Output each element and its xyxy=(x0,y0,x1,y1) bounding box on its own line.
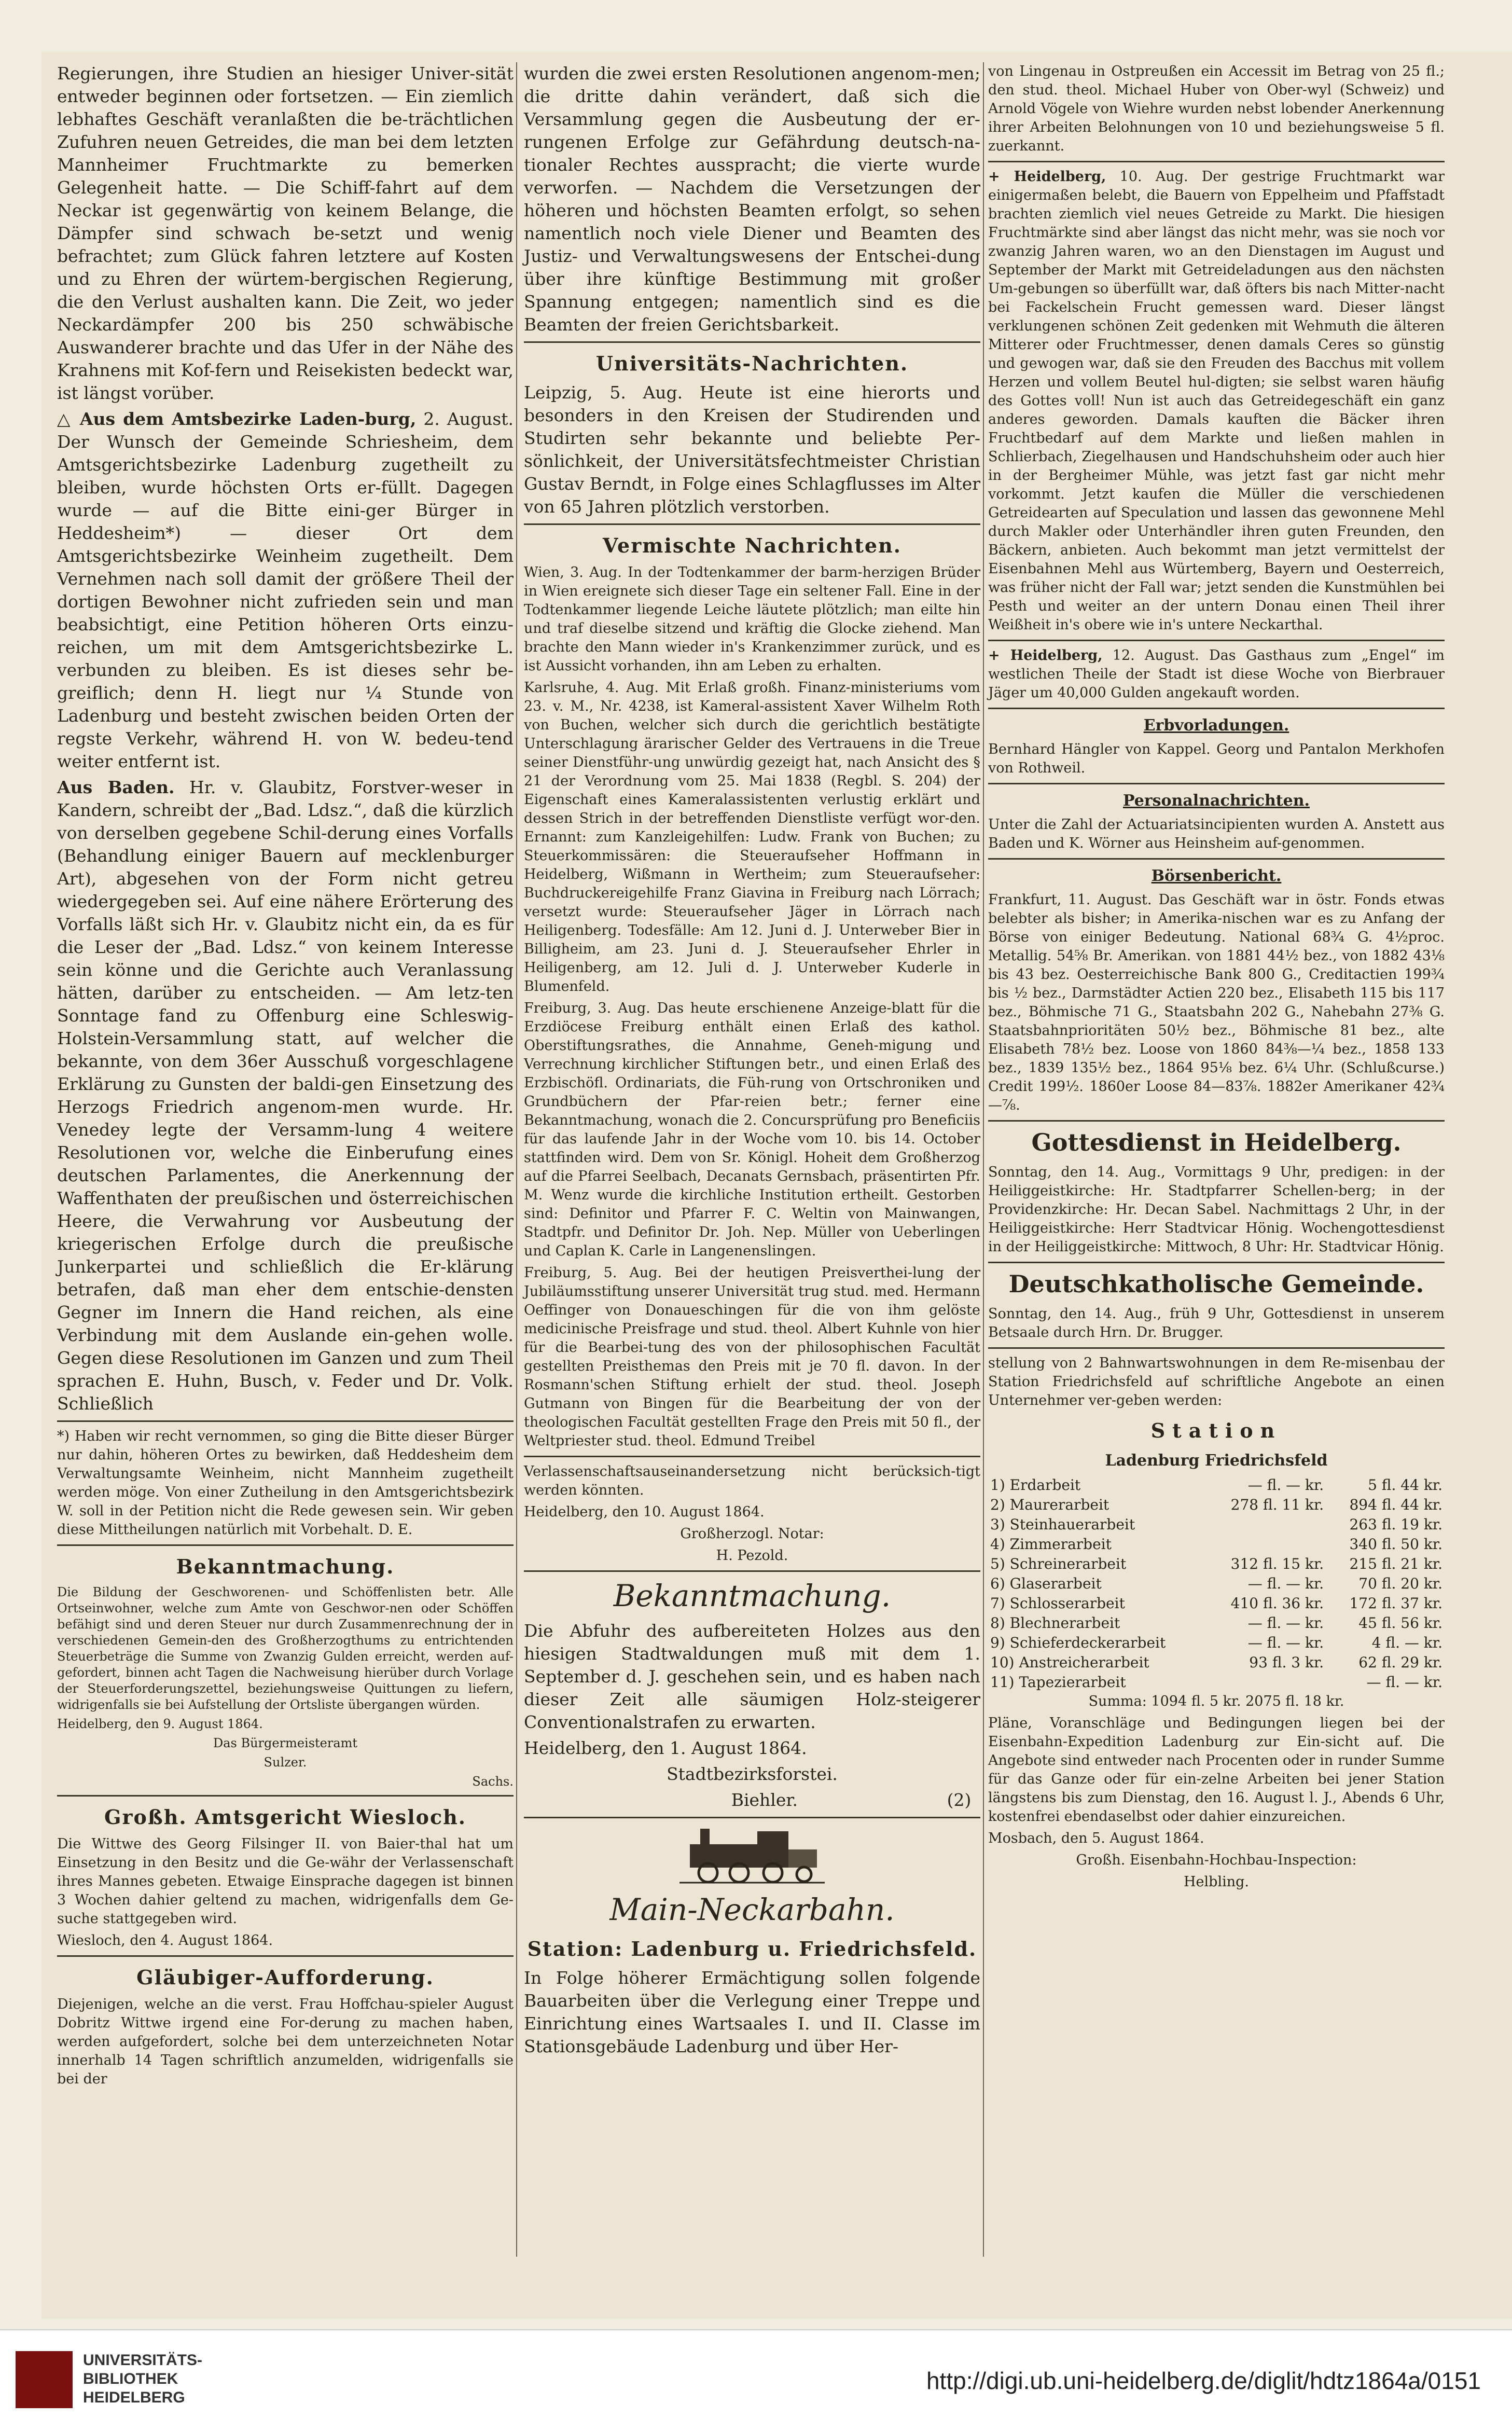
notice-title: Großh. Amtsgericht Wiesloch. xyxy=(104,1805,466,1829)
article-text: Freiburg, 5. Aug. Bei der heutigen Preisverthei-lung der Jubiläumsstiftung unserer Universität trug stud. med. Hermann Oeffinger von Donaueschingen für die von ihm gelöste medicinische Preisfrage und stud. theol. Albert Kuhnle von hier für die Bearbei-tung des von der philosophischen Facultät gestellten Preisthemas den Preis mit je 70 fl. davon. In der Rosmann'schen Stiftung erhielt der stud. theol. Joseph Gutmann von Bingen für die Bearbeitung der von der theologischen Facultät gestellten Frage den Preis mit 50 fl., der Weltpriester stud. theol. Edmund Treibel xyxy=(524,1265,980,1449)
table-row xyxy=(988,1554,1445,1574)
notice-text: Diejenigen, welche an die verst. Frau Hoffchau-spieler August Dobritz Wittwe irgend eine For-derung zu machen haben, werden aufgefordert, solche bei dem unterzeichneten Notar innerhalb 14 Tagen schriftlich anzumelden, widrigenfalls sie bei der xyxy=(57,1996,514,2087)
section-heading: Erbvorladungen. xyxy=(1143,716,1289,735)
notice-date: Heidelberg, den 10. August 1864. xyxy=(524,1504,765,1520)
notice-date: Heidelberg, den 9. August 1864. xyxy=(57,1717,263,1731)
notice-date: Wiesloch, den 4. August 1864. xyxy=(57,1932,273,1949)
table-cell: 4 fl. — kr. xyxy=(1371,1634,1442,1651)
notice-signature: Großherzogl. Notar: xyxy=(680,1526,824,1542)
table-cell: 45 fl. 56 kr. xyxy=(1358,1614,1442,1632)
article-text: von Lingenau in Ostpreußen ein Accessit im Betrag von 25 fl.; den stud. theol. Michael Huber von Ober-wyl (Schweiz) und Arnold Vögele von Wiehre wurden nebst lobender Anerkennung ihrer Arbeiten Belohnungen von 10 und beziehungsweise 5 fl. zuerkannt. xyxy=(988,63,1445,154)
table-row xyxy=(988,1475,1445,1495)
footnote: *) Haben wir recht vernommen, so ging die Bitte dieser Bürger nur dahin, höheren Ortes zu bewirken, daß Heddesheim dem Verwaltungsamte Weinheim, nicht Mannheim zugetheilt werden möge. Von einer Zutheilung in den Amtsgerichtsbezirk W. soll in der Petition nicht die Rede gewesen sein. Wir geben diese Mittheilungen natürlich mit Vorbehalt. D. E. xyxy=(57,1428,514,1538)
section-heading: Personalnachrichten. xyxy=(1123,792,1310,810)
notice-text: Die Abfuhr des aufbereiteten Holzes aus den hiesigen Stadtwaldungen muß mit dem 1. September d. J. geschehen sein, und es haben nach dieser Zeit alle säumigen Holz-steigerer Conventionalstrafen zu erwarten. xyxy=(524,1621,980,1732)
article-text: Sonntag, den 14. Aug., früh 9 Uhr, Gottesdienst in unserem Betsaale durch Hrn. Dr. Brugger. xyxy=(988,1306,1445,1341)
table-row xyxy=(988,1515,1445,1535)
table-cell: 8) Blechnerarbeit xyxy=(990,1614,1120,1632)
notice-signature: Biehler. (2) xyxy=(731,1790,972,1810)
library-logo-icon xyxy=(16,2351,73,2408)
footer-bar xyxy=(0,2329,1512,2431)
notice-text: Die Wittwe des Georg Filsinger II. von Baier-thal hat um Einsetzung in den Besitz und die Ge-währ der Verlassenschaft ihres Mannes gebeten. Etwaige Einsprache dagegen ist binnen 3 Wochen dahier geltend zu machen, widrigenfalls dem Ge-suche stattgegeben wird. xyxy=(57,1836,514,1927)
notice-title: Bekanntmachung. xyxy=(613,1578,891,1613)
table-cell: — fl. — kr. xyxy=(1366,1674,1442,1691)
table-cell: 312 fl. 15 kr. xyxy=(1230,1555,1324,1572)
table-cell: 70 fl. 20 kr. xyxy=(1358,1575,1442,1592)
article-text: Wien, 3. Aug. In der Todtenkammer der barm-herzigen Brüder in Wien ereignete sich dieser Tage ein seltener Fall. Eine in der Todtenkammer liegende Leiche läutete plötzlich; man eilte hin und traf dieselbe sitzend und kräftig die Glocke ziehend. Man brachte den Mann wieder in's Krankenzimmer zurück, und es ist Aussicht vorhanden, ihn am Leben zu erhalten. xyxy=(524,564,980,674)
notice-text: Die Bildung der Geschworenen- und Schöffenlisten betr. Alle Ortseinwohner, welche zum Amte von Geschwor-nen oder Schöffen befähigt sind und deren Steuer nur durch Zusammenrechnung der in verschiedenen Gemein-den des Großherzogthums zu entrichtenden Steuerbeträge die Summe von Zwanzig Gulden erreicht, werden auf-gefordert, binnen acht Tagen die Nachweisung hierüber durch Vorlage der Steuerforderungszettel, beziehungsweise Quittungen zu liefern, widrigenfalls sie bei Aufstellung der Ortsliste übergangen würden. xyxy=(57,1585,514,1712)
table-row xyxy=(988,1673,1445,1692)
table-cell: 11) Tapezierarbeit xyxy=(990,1674,1126,1691)
article-text: Leipzig, 5. Aug. Heute ist eine hierorts und besonders in den Kreisen der Studirenden und Studirten sehr bekannte und beliebte Per-sönlichkeit, der Universitätsfechtmeister Christian Gustav Berndt, in Folge eines Schlagflusses im Alter von 65 Jahren plötzlich verstorben. xyxy=(524,382,980,517)
table-cell: — fl. — kr. xyxy=(1247,1634,1324,1651)
table-cell: — fl. — kr. xyxy=(1247,1614,1324,1632)
table-cell: 4) Zimmerarbeit xyxy=(990,1536,1112,1553)
table-cell: 894 fl. 44 kr. xyxy=(1349,1496,1442,1513)
notice-signature: Großh. Eisenbahn-Hochbau-Inspection: xyxy=(1076,1852,1357,1868)
table-cell: 7) Schlosserarbeit xyxy=(990,1595,1125,1612)
table-cell: — fl. — kr. xyxy=(1247,1575,1324,1592)
column-3 xyxy=(988,62,1445,1895)
table-cell: 62 fl. 29 kr. xyxy=(1358,1654,1442,1671)
notice-date: Heidelberg, den 1. August 1864. xyxy=(524,1738,807,1758)
table-row xyxy=(988,1633,1445,1653)
notice-title: Gläubiger-Aufforderung. xyxy=(136,1966,434,1989)
cost-table xyxy=(988,1475,1445,1692)
article-text: + Heidelberg, 12. August. Das Gasthaus zum „Engel“ im westlichen Theile der Stadt ist diese Woche von Bierbrauer Jäger um 40,000 Gulden angekauft worden. xyxy=(988,647,1445,701)
notice-date: Mosbach, den 5. August 1864. xyxy=(988,1830,1204,1846)
table-cell: 172 fl. 37 kr. xyxy=(1349,1595,1442,1612)
table-row xyxy=(988,1653,1445,1673)
locomotive-illustration xyxy=(679,1824,825,1886)
article-text: wurden die zwei ersten Resolutionen angenom-men; die dritte dahin verändert, daß sich die Versammlung gegen die Ausbeutung der er-rungenen Erfolge zur Gefährdung deutsch-na-tionaler Rechtes ausspracht; die vierte wurde verworfen. — Nachdem die Versetzungen der höheren und höchsten Beamten erfolgt, so sehen namentlich noch viele Diener und Beamten des Justiz- und Verwaltungswesens der Entschei-dung über ihre künftige Bestimmung mit großer Spannung entgegen; namentlich sind es die Beamten der freien Gerichtsbarkeit. xyxy=(524,63,980,335)
article-text: △ Aus dem Amtsbezirke Laden-burg, 2. August. Der Wunsch der Gemeinde Schriesheim, dem Amtsgerichtsbezirke Ladenburg zugetheilt zu bleiben, wurde höchsten Orts er-füllt. Dagegen wurde — auf die Bitte eini-ger Bürger in Heddesheim*) — dieser Ort dem Amtsgerichtsbezirke Weinheim zugetheilt. Dem Vernehmen nach soll damit der größere Theil der dortigen Bewohner nicht zufrieden sein und man beabsichtigt, eine Petition höheren Orts einzu-reichen, um mit dem Amtsgerichtsbezirke L. verbunden zu bleiben. Es ist dieses sehr be-greiflich; denn H. liegt nur ¼ Stunde von Ladenburg und besteht zwischen beiden Orten der regste Verkehr, während H. von W. bedeu-tend weiter entfernt ist. xyxy=(57,409,514,771)
table-cell: 2) Maurerarbeit xyxy=(990,1496,1109,1513)
table-cell: 263 fl. 19 kr. xyxy=(1349,1516,1442,1533)
article-text: Unter die Zahl der Actuariatsincipienten wurden A. Anstett aus Baden und K. Wörner aus Heinsheim auf-genommen. xyxy=(988,817,1445,851)
section-heading: Vermischte Nachrichten. xyxy=(603,534,901,557)
table-cell: 6) Glaserarbeit xyxy=(990,1575,1102,1592)
table-cell: 215 fl. 21 kr. xyxy=(1349,1555,1442,1572)
table-cell: 1) Erdarbeit xyxy=(990,1476,1081,1494)
table-cell: — fl. — kr. xyxy=(1247,1476,1324,1494)
table-row xyxy=(988,1613,1445,1633)
table-cell: 9) Schieferdeckerarbeit xyxy=(990,1634,1166,1651)
article-text: Freiburg, 3. Aug. Das heute erschienene Anzeige-blatt für die Erzdiöcese Freiburg enthält einen Erlaß des kathol. Oberstiftungsrathes, die Annahme, Geneh-migung und Verrechnung kirchlicher Stiftungen betr., und einen Erlaß des Erzbischöfl. Ordinariats, die Füh-rung von Ortschroniken und Grundbüchern der Pfar-reien betr.; ferner eine Bekanntmachung, wonach die 2. Concursprüfung pro Beneficiis für das laufende Jahr in der Woche vom 10. bis 14. October stattfinden wird. Dem von Sr. Königl. Hoheit dem Großherzog auf die Pfarrei Seelbach, Decanats Gernsbach, präsentirten Pfr. M. Wenz wurde die kirchliche Institution ertheilt. Gestorben sind: Definitor und Pfarrer F. C. Weltin von Mainwangen, Stadtpfr. und Definitor Dr. Joh. Nep. Müller von Ueberlingen und Caplan K. Carle in Langenenslingen. xyxy=(524,1000,980,1259)
library-name: UNIVERSITÄTS- BIBLIOTHEK HEIDELBERG xyxy=(83,2352,203,2406)
article-text: Karlsruhe, 4. Aug. Mit Erlaß großh. Finanz-ministeriums vom 23. v. M., Nr. 4238, ist Kameral-assistent Xaver Wilhelm Roth von Buchen, welcher sich durch die gerichtlich bestätigte Unterschlagung ärarischer Gelder des Vertrauens in die Treue seiner Dienstführ-ung unwürdig gezeigt hat, nach Ansicht des § 21 der Verordnung vom 25. Mai 1838 (Regbl. S. 204) der Eigenschaft eines Kameralassistenten verlustig erklärt und dessen Strich in der betreffenden Dienstliste verfügt wor-den. Ernannt: zum Kanzleigehilfen: Ludw. Frank von Buchen; zu Steuerkommissären: die Steueraufseher Hoffmann in Heidelberg, Wißmann in Wertheim; zum Steueraufseher: Buchdruckereigehilfe Franz Giavina in Freiburg nach Lörrach; versetzt wurde: Steueraufseher Jäger in Lörrach nach Heiligenberg. Todesfälle: Am 12. Juni d. J. Unterweber Bier in Billigheim, am 23. Juni d. J. Steueraufseher Ehrler in Heiligenberg, am 12. Juli d. J. Unterweber Kuderle in Blumenfeld. xyxy=(524,680,980,995)
notice-text: In Folge höherer Ermächtigung sollen folgende Bauarbeiten über die Verlegung einer Treppe und Einrichtung eines Wartsaales I. und II. Classe im Stationsgebäude Ladenburg und über Her- xyxy=(524,1968,980,2056)
table-subtitle: Ladenburg Friedrichsfeld xyxy=(1105,1452,1328,1470)
article-text: + Heidelberg, 10. Aug. Der gestrige Fruchtmarkt war einigermaßen belebt, die Bauern von Eppelheim und Pfaffstadt brachten ziemlich viel neues Getreide zu Markt. Die hiesigen Fruchtmärkte sind aber längst das nicht mehr, was sie noch vor zwanzig Jahren waren, wo an den Dienstagen im August und September der Markt mit Getreideladungen aus den nächsten Um-gebungen so überfüllt war, daß öfters bis nach Mitter-nacht bei Fackelschein Frucht gemessen ward. Dieser längst verklungenen schönen Zeit gedenken mit Wehmuth die älteren Mitterer oder Fruchtmesser, denen damals Ceres so günstig und gewogen war, daß sie den Freuden des Bacchus mit vollem Herzen und vollem Beutel hul-digten; sie selbst waren häufig des Gottes voll! Nun ist auch das Getreidegeschäft ein ganz anderes geworden. Damals kauften die Bäcker ihren Fruchtbedarf auf dem Markte und ließen mahlen in Schlierbach, Ziegelhausen und Handschuhsheim oder auch hier in der Bergheimer Mühle, was jetzt fast gar nicht mehr vorkommt. Jetzt kaufen die Müller die verschiedenen Getreidearten auf Speculation und lassen das gewonnene Mehl durch Makler oder Unterhändler ihren guten Freunden, den Bäckern, anbieten. Auch bekommt man jetzt vermittelst der Eisenbahnen Mehl aus Würtemberg, Bayern und Oesterreich, was früher nicht der Fall war; jetzt senden die Kunstmühlen bei Pesth und weiter an der untern Donau einen Theil ihrer Weißheit in's obere wie in's untere Neckarthal. xyxy=(988,169,1445,633)
table-title: Station xyxy=(1150,1419,1282,1442)
section-heading: Börsenbericht. xyxy=(1151,867,1282,885)
article-text: Bernhard Hängler von Kappel. Georg und Pantalon Merkhofen von Rothweil. xyxy=(988,741,1445,776)
section-heading: Gottesdienst in Heidelberg. xyxy=(1031,1128,1402,1156)
table-cell: 5) Schreinerarbeit xyxy=(990,1555,1127,1572)
table-cell: 278 fl. 11 kr. xyxy=(1230,1496,1324,1513)
table-cell: 410 fl. 36 kr. xyxy=(1230,1595,1324,1612)
table-cell xyxy=(1207,1673,1326,1692)
column-2 xyxy=(524,62,980,2061)
article-text: Sonntag, den 14. Aug., Vormittags 9 Uhr, predigen: in der Heiliggeistkirche: Hr. Stadtpfarrer Schellen-berg; in der Providenzkirche: Hr. Decan Sabel. Nachmittags 2 Uhr, in der Heiliggeistkirche: Herr Stadtvicar Hönig. Wochengottesdienst in der Heiliggeistkirche: Mittwoch, 8 Uhr: Hr. Stadtvicar Hönig. xyxy=(988,1164,1445,1255)
notice-text: Verlassenschaftsauseinandersetzung nicht berücksich-tigt werden könnten. xyxy=(524,1463,980,1498)
notice-signature: Helbling. xyxy=(1184,1874,1249,1890)
notice-text: stellung von 2 Bahnwartswohnungen in dem Re-misenbau der Station Friedrichsfeld auf schriftliche Angebote an einen Unternehmer ver-geben werden: xyxy=(988,1355,1445,1408)
article-text: Regierungen, ihre Studien an hiesiger Univer-sität entweder beginnen oder fortsetzen. — Ein ziemlich lebhaftes Geschäft veranlaßten die be-trächtlichen Zufuhren neuen Getreides, die man bei dem letzten Mannheimer Fruchtmarkte zu bemerken Gelegenheit hatte. — Die Schiff-fahrt auf dem Neckar ist gegenwärtig von keinem Belange, die Dämpfer sind schwach be-setzt und wenig befrachtet; zum Glück fahren letztere auf Kosten und zu Ehren der würtem-bergischen Regierung, die den Verlust aushalten kann. Die Zeit, wo jeder Neckardämpfer 200 bis 250 schwäbische Auswanderer brachte und das Ufer in der Nähe des Krahnens mit Kof-fern und Reisekisten bedeckt war, ist längst vorüber. xyxy=(57,63,514,403)
table-row xyxy=(988,1535,1445,1554)
notice-signature: H. Pezold. xyxy=(716,1548,788,1564)
table-cell xyxy=(1207,1535,1326,1554)
column-divider xyxy=(983,62,984,2257)
table-cell: 340 fl. 50 kr. xyxy=(1349,1536,1442,1553)
notice-text: Pläne, Voranschläge und Bedingungen liegen bei der Eisenbahn-Expedition Ladenburg zur Ein-sicht auf. Die Angebote sind entweder nach Procenten oder in runder Summe für das Ganze oder für ein-zelne Arbeiten bei jener Station längstens bis zum Dienstag, den 16. August l. J., Abends 6 Uhr, kostenfrei ebendaselbst oder dahier einzureichen. xyxy=(988,1715,1445,1825)
notice-signature: Stadtbezirksforstei. xyxy=(667,1764,838,1784)
table-row xyxy=(988,1594,1445,1613)
notice-signature: Sachs. xyxy=(472,1774,514,1789)
table-cell: 5 fl. 44 kr. xyxy=(1368,1476,1442,1494)
table-row xyxy=(988,1574,1445,1594)
table-sum: Summa: 1094 fl. 5 kr. 2075 fl. 18 kr. xyxy=(1088,1693,1344,1709)
article-text: Aus Baden. Hr. v. Glaubitz, Forstver-weser in Kandern, schreibt der „Bad. Ldsz.“, daß die kürzlich von derselben gegebene Schil-derung eines Vorfalls (Behandlung einiger Bauern auf mecklenburger Art), abgesehen von der Form nicht getreu wiedergegeben sei. Auf eine nähere Erörterung des Vorfalls läßt sich Hr. v. Glaubitz nicht ein, da es für die Leser der „Bad. Ldsz.“ von keinem Interesse sein könne und die Gerichte auch Veranlassung hätten, darüber zu entscheiden. — Am letz-ten Sonntage fand zu Offenburg eine Schleswig-Holstein-Versammlung statt, auf welcher die bekannte, von dem 36er Ausschuß vorgeschlagene Erklärung zu Gunsten der baldi-gen Einsetzung des Herzogs Friedrich angenom-men wurde. Hr. Venedey legte der Versamm-lung 4 weitere Resolutionen vor, welche die Einberufung eines deutschen Parlamentes, die Anerkennung der Waffenthaten der preußischen und österreichischen Heere, die Verwahrung vor Ausbeutung der kriegerischen Erfolge durch die preußische Junkerpartei und schließlich die Er-klärung betrafen, daß man eher dem entschie-densten Gegner im Innern die Hand reichen, als eine Verbindung mit dem Auslande ein-gehen wolle. Gegen diese Resolutionen im Ganzen und zum Theil sprachen E. Huhn, Busch, v. Feder und Dr. Volk. Schließlich xyxy=(57,777,514,1414)
notice-title: Main-Neckarbahn. xyxy=(609,1892,895,1927)
notice-signature: Sulzer. xyxy=(263,1755,307,1770)
column-1 xyxy=(57,62,514,2092)
source-url-link[interactable]: http://digi.ub.uni-heidelberg.de/diglit/hdtz1864a/0151 xyxy=(926,2367,1481,2394)
column-divider xyxy=(516,62,517,2257)
table-cell xyxy=(1207,1515,1326,1535)
article-text: Frankfurt, 11. August. Das Geschäft war in östr. Fonds etwas belebter als bisher; in Amerika-nischen war es zu Anfang der Börse von einiger Bedeutung. National 68¾ G. 4½proc. Metallig. 54⅝ Br. Amerikan. von 1881 44½ bez., von 1882 43⅛ bis 43 bez. Oesterreichische Bank 800 G., Creditactien 199¾ bis ½ bez., Darmstädter Actien 220 bez., Elisabeth 115 bis 117 bez., Böhmische 71 G., Staatsbahn 202 G., Nahebahn 27⅜ G. Staatsbahnprioritäten 50½ bez., Böhmische 81 bez., alte Elisabeth 78½ bez. Loose von 1860 84⅜—¼ bez., 1858 133 bez., 1839 135½ bez., 1864 95⅛ bez. 6¼ Uhr. (Schlußcurse.) Credit 199½. 1860er Loose 84—83⅞. 1882er Amerikaner 42¾—⅞. xyxy=(988,892,1445,1113)
section-heading: Deutschkatholische Gemeinde. xyxy=(1008,1270,1424,1298)
notice-title: Bekanntmachung. xyxy=(176,1555,395,1578)
notice-signature: Das Bürgermeisteramt xyxy=(213,1736,358,1750)
table-cell: 93 fl. 3 kr. xyxy=(1249,1654,1324,1671)
table-row xyxy=(988,1495,1445,1515)
notice-subtitle: Station: Ladenburg u. Friedrichsfeld. xyxy=(527,1937,977,1960)
table-cell: 10) Anstreicherarbeit xyxy=(990,1654,1149,1671)
section-heading: Universitäts-Nachrichten. xyxy=(595,352,909,375)
table-cell: 3) Steinhauerarbeit xyxy=(990,1516,1135,1533)
